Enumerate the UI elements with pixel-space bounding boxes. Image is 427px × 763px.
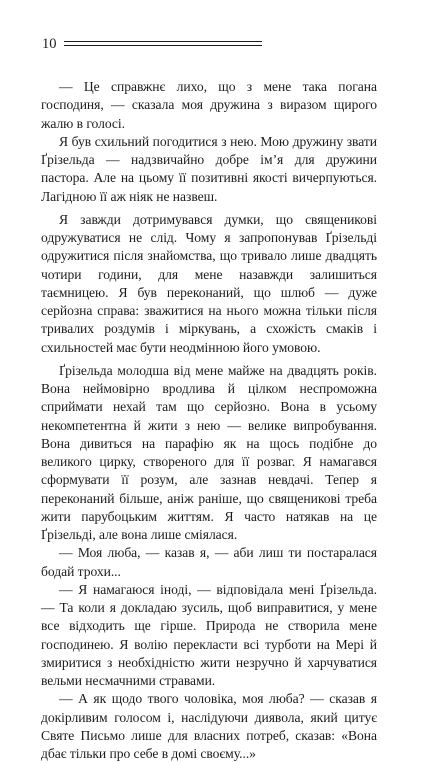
paragraph: Ґрізельда молодша від мене майже на двадцять років. Вона неймовірно вродлива й цілком неспроможна сприймати нехай там що серйозно. Вона в усьому некомпетентна й жити з нею — велике випробування. Вона дивиться на парафію як на щось подібне до великого цирку, створеного для її розваг. Я намагався сформувати її розум, але зазнав невдачі. Тепер я переконаний більше, аніж раніше, що священикові треба жити парубоцьким життям. Я часто натякав на це Ґрізельді, але вона лише сміялася. bbox=[41, 362, 377, 542]
page-header bbox=[42, 36, 387, 52]
paragraph: — Моя люба, — казав я, — аби лиш ти постаралася бодай трохи... bbox=[41, 545, 377, 579]
paragraph: — Це справжнє лихо, що з мене така погана господиня, — сказала моя дружина з виразом щирого жалю в голосі. bbox=[41, 79, 377, 131]
header-rule bbox=[64, 45, 262, 46]
paragraph: Я завжди дотримувався думки, що священикові одружуватися не слід. Чому я запропонував Ґрізельді одружитися після знайомства, що тривало лише двадцять чотири години, для мене назавжди залишиться таємницею. Я був переконаний, що шлюб — дуже серйозна справа: зважитися на нього можна тільки після тривалих роздумів і міркувань, а схожість смаків і схильностей має бути неодмінною його умовою. bbox=[41, 211, 377, 355]
body-text bbox=[41, 78, 377, 763]
paragraph: — А як щодо твого чоловіка, моя люба? — сказав я докірливим голосом і, наслідуючи диявола, який цитує Святе Письмо лише для власних потреб, сказав: «Вона дбає тільки про себе в домі своєму...» bbox=[41, 691, 377, 761]
page-number: 10 bbox=[42, 36, 57, 52]
paragraph: Я був схильний погодитися з нею. Мою дружину звати Ґрізельда — надзвичайно добре ім’я для дружини пастора. Але на цьому її позитивні якості вичерпуються. Лагідною її аж ніяк не назвеш. bbox=[41, 133, 377, 204]
header-rule bbox=[64, 41, 262, 42]
paragraph: — Я намагаюся іноді, — відповідала мені Ґрізельда. — Та коли я докладаю зусиль, щоб виправитися, у мене все відходить ще гірше. Природа не створила мене господинею. Я волію перекласти всі турботи на Мері й змиритися з необхідністю жити незручно й харчуватися вельми несмачними стравами. bbox=[41, 581, 377, 688]
